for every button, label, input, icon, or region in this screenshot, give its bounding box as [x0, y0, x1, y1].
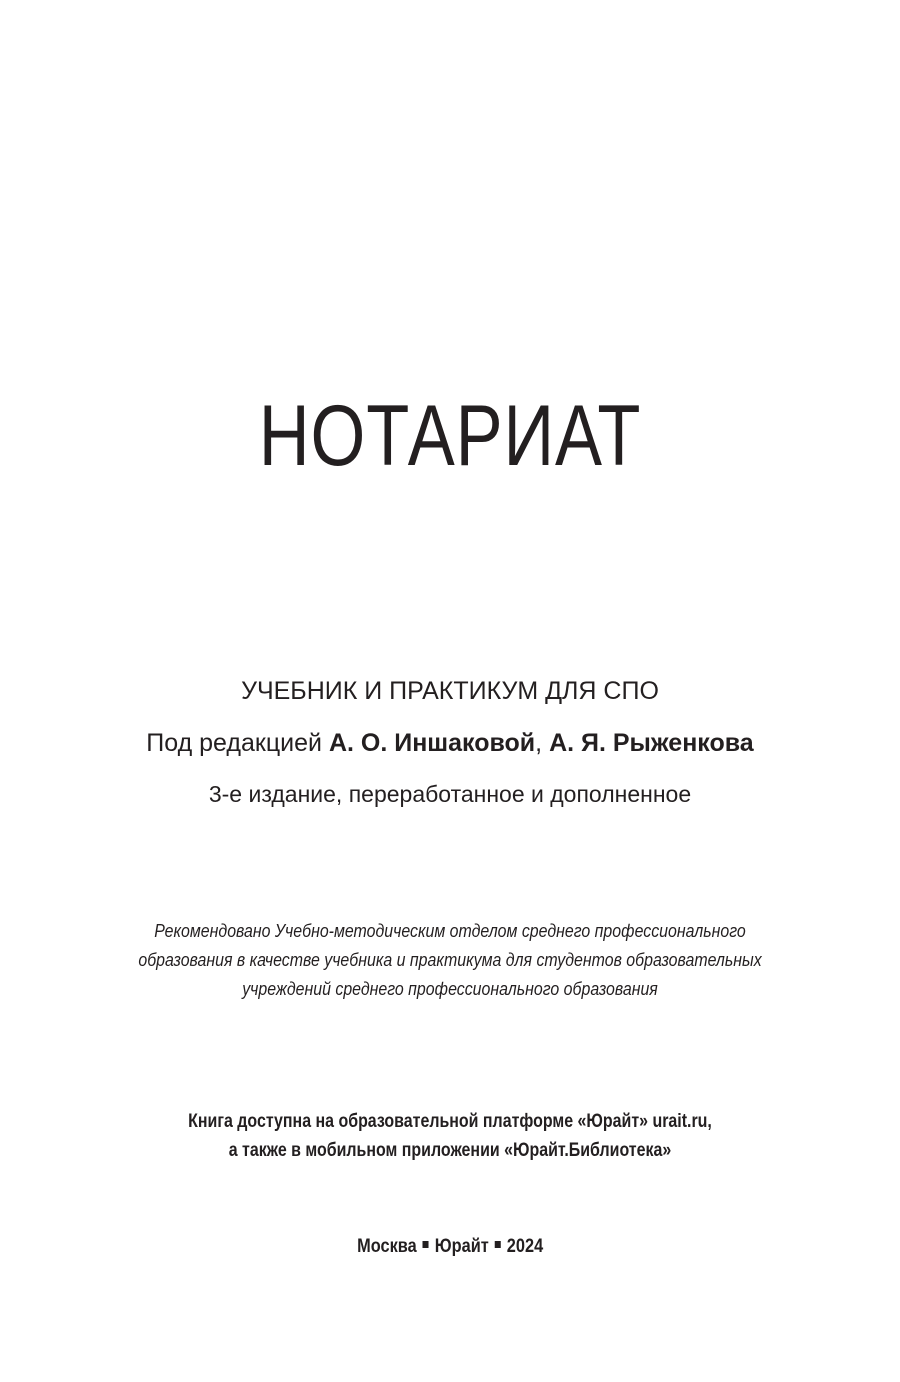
imprint-year: 2024 — [506, 1236, 544, 1257]
recommendation-line: Рекомендовано Учебно-методическим отделом среднего профессионального — [154, 920, 746, 941]
imprint-publisher: Юрайт — [434, 1236, 489, 1257]
availability-line: а также в мобильном приложении «Юрайт.Библиотека» — [228, 1140, 672, 1161]
square-bullet-icon — [423, 1241, 429, 1248]
imprint-line — [0, 1233, 900, 1261]
editor-name-2: А. Я. Рыженкова — [549, 729, 754, 757]
editors-separator: , — [535, 729, 550, 757]
editors-line — [0, 727, 900, 759]
edition-info: 3-е издание, переработанное и дополненное — [208, 781, 692, 807]
availability-line: Книга доступна на образовательной платформе «Юрайт» urait.ru, — [188, 1111, 712, 1132]
editor-name-1: А. О. Иншаковой — [328, 729, 536, 757]
square-bullet-icon — [495, 1241, 501, 1248]
editors-prefix: Под редакцией — [146, 729, 329, 757]
imprint-city: Москва — [356, 1236, 417, 1257]
imprint-group — [357, 1233, 543, 1261]
book-subtitle: УЧЕБНИК И ПРАКТИКУМ ДЛЯ СПО — [241, 677, 659, 705]
recommendation-block — [0, 916, 900, 1003]
availability-block — [0, 1107, 900, 1165]
recommendation-line: учреждений среднего профессионального образования — [242, 978, 658, 999]
book-title: НОТАРИАТ — [258, 388, 642, 484]
recommendation-line: образования в качестве учебника и практикума для студентов образовательных — [138, 949, 762, 970]
